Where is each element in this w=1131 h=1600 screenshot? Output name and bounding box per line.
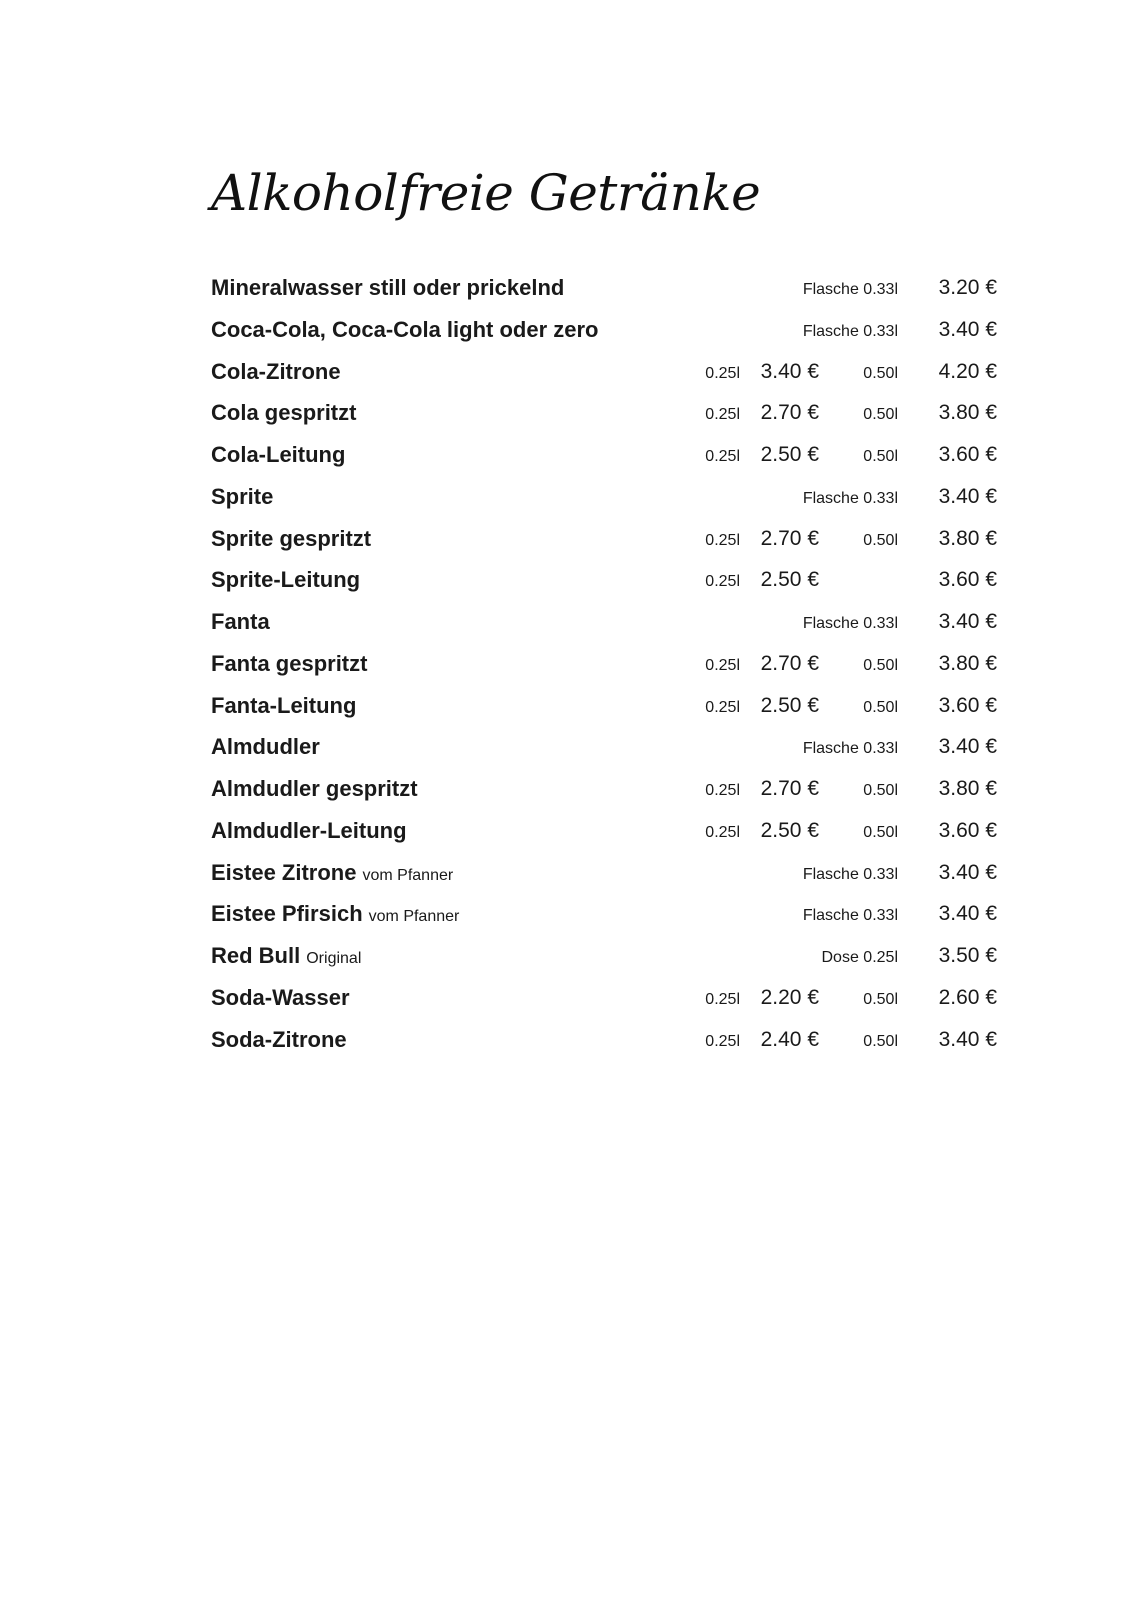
menu-item — [0, 817, 1131, 849]
size-large-label: Flasche 0.33l — [802, 490, 898, 507]
size-small-label: 0.25l — [705, 406, 740, 423]
page-title: Alkoholfreie Getränke — [211, 164, 761, 222]
item-note: vom Pfanner — [362, 867, 454, 884]
item-name-text: Red Bull — [211, 943, 301, 968]
price-large-value: 3.40 € — [938, 1028, 997, 1051]
price-large-value: 3.40 € — [938, 610, 997, 633]
item-name — [211, 692, 356, 720]
size-large-label: Flasche 0.33l — [802, 866, 898, 883]
item-name — [211, 817, 407, 845]
item-name — [211, 566, 360, 594]
menu-item — [0, 859, 1131, 891]
item-name-text: Fanta — [211, 609, 270, 634]
item-name-text: Cola-Zitrone — [211, 359, 341, 384]
menu-item — [0, 775, 1131, 807]
item-note: vom Pfanner — [368, 908, 460, 925]
price-large-value: 3.40 € — [938, 735, 997, 758]
menu-item — [0, 733, 1131, 765]
size-small-label: 0.25l — [705, 448, 740, 465]
item-name-text: Cola gespritzt — [211, 400, 357, 425]
item-name-text: Cola-Leitung — [211, 442, 346, 467]
price-small-value: 2.50 € — [760, 694, 819, 717]
menu-item — [0, 274, 1131, 306]
size-large-label: 0.50l — [863, 824, 898, 841]
price-large-value: 3.60 € — [938, 568, 997, 591]
item-name-text: Almdudler-Leitung — [211, 818, 407, 843]
price-large-value: 3.80 € — [938, 401, 997, 424]
item-name — [211, 316, 599, 344]
item-name — [211, 942, 361, 973]
size-large-label: 0.50l — [863, 699, 898, 716]
size-small-label: 0.25l — [705, 1033, 740, 1050]
price-small-value: 3.40 € — [760, 360, 819, 383]
item-name-text: Coca-Cola, Coca-Cola light oder zero — [211, 317, 599, 342]
size-small-label: 0.25l — [705, 824, 740, 841]
price-small-value: 2.50 € — [760, 443, 819, 466]
item-name — [211, 399, 356, 427]
item-note: Original — [306, 950, 362, 967]
price-large-value: 4.20 € — [938, 360, 997, 383]
menu-item — [0, 316, 1131, 348]
size-large-label: 0.50l — [863, 991, 898, 1008]
price-large-value: 3.40 € — [938, 485, 997, 508]
menu-item — [0, 525, 1131, 557]
price-large-value: 3.50 € — [938, 944, 997, 967]
price-large-value: 3.40 € — [938, 861, 997, 884]
price-small-value: 2.20 € — [760, 986, 819, 1009]
item-name — [211, 650, 367, 678]
size-large-label: Flasche 0.33l — [802, 907, 898, 924]
price-large-value: 3.40 € — [938, 902, 997, 925]
price-small-value: 2.70 € — [760, 401, 819, 424]
size-small-label: 0.25l — [705, 991, 740, 1008]
price-large-value: 3.20 € — [938, 276, 997, 299]
menu-item — [0, 650, 1131, 682]
size-large-label: Flasche 0.33l — [802, 323, 898, 340]
size-small-label: 0.25l — [705, 365, 740, 382]
size-large-label: 0.50l — [863, 406, 898, 423]
price-small-value: 2.70 € — [760, 527, 819, 550]
item-name-text: Soda-Zitrone — [211, 1027, 347, 1052]
item-name — [211, 358, 341, 386]
size-large-label: 0.50l — [863, 782, 898, 799]
item-name — [211, 525, 371, 553]
price-small-value: 2.70 € — [760, 652, 819, 675]
price-small-value: 2.50 € — [760, 819, 819, 842]
item-name — [211, 1026, 347, 1054]
price-large-value: 3.80 € — [938, 652, 997, 675]
size-small-label: 0.25l — [705, 532, 740, 549]
item-name-text: Fanta gespritzt — [211, 651, 368, 676]
size-small-label: 0.25l — [705, 782, 740, 799]
price-large-value: 3.60 € — [938, 694, 997, 717]
item-name-text: Sprite — [211, 484, 274, 509]
item-name-text: Sprite-Leitung — [211, 567, 361, 592]
price-small-value: 2.40 € — [760, 1028, 819, 1051]
item-name-text: Almdudler gespritzt — [211, 776, 418, 801]
item-name-text: Soda-Wasser — [211, 985, 350, 1010]
size-large-label: 0.50l — [863, 448, 898, 465]
item-name-text: Eistee Pfirsich — [211, 901, 363, 926]
size-large-label: 0.50l — [863, 657, 898, 674]
item-name — [211, 608, 270, 636]
menu-item — [0, 692, 1131, 724]
item-name — [211, 984, 350, 1012]
size-small-label: 0.25l — [705, 699, 740, 716]
price-small-value: 2.70 € — [760, 777, 819, 800]
size-large-label: Flasche 0.33l — [802, 740, 898, 757]
menu-item — [0, 441, 1131, 473]
menu-item — [0, 942, 1131, 974]
menu-item — [0, 900, 1131, 932]
menu-item — [0, 608, 1131, 640]
size-large-label: Dose 0.25l — [821, 949, 898, 966]
item-name — [211, 274, 564, 302]
item-name-text: Almdudler — [211, 734, 320, 759]
menu-item — [0, 399, 1131, 431]
item-name — [211, 775, 418, 803]
item-name-text: Eistee Zitrone — [211, 860, 357, 885]
item-name — [211, 900, 459, 931]
menu-item — [0, 1026, 1131, 1058]
item-name — [211, 733, 320, 761]
size-large-label: 0.50l — [863, 532, 898, 549]
price-large-value: 3.80 € — [938, 527, 997, 550]
size-large-label: Flasche 0.33l — [802, 615, 898, 632]
menu-item — [0, 566, 1131, 598]
item-name — [211, 441, 345, 469]
item-name-text: Sprite gespritzt — [211, 526, 372, 551]
menu-item — [0, 483, 1131, 515]
price-large-value: 3.80 € — [938, 777, 997, 800]
size-small-label: 0.25l — [705, 573, 740, 590]
item-name-text: Mineralwasser still oder prickelnd — [211, 275, 565, 300]
size-small-label: 0.25l — [705, 657, 740, 674]
price-large-value: 3.60 € — [938, 819, 997, 842]
price-large-value: 3.60 € — [938, 443, 997, 466]
menu-item — [0, 358, 1131, 390]
item-name-text: Fanta-Leitung — [211, 693, 357, 718]
size-large-label: 0.50l — [863, 365, 898, 382]
price-small-value: 2.50 € — [760, 568, 819, 591]
size-large-label: Flasche 0.33l — [802, 281, 898, 298]
item-name — [211, 859, 453, 890]
menu-item — [0, 984, 1131, 1016]
price-large-value: 3.40 € — [938, 318, 997, 341]
size-large-label: 0.50l — [863, 1033, 898, 1050]
price-large-value: 2.60 € — [938, 986, 997, 1009]
item-name — [211, 483, 273, 511]
